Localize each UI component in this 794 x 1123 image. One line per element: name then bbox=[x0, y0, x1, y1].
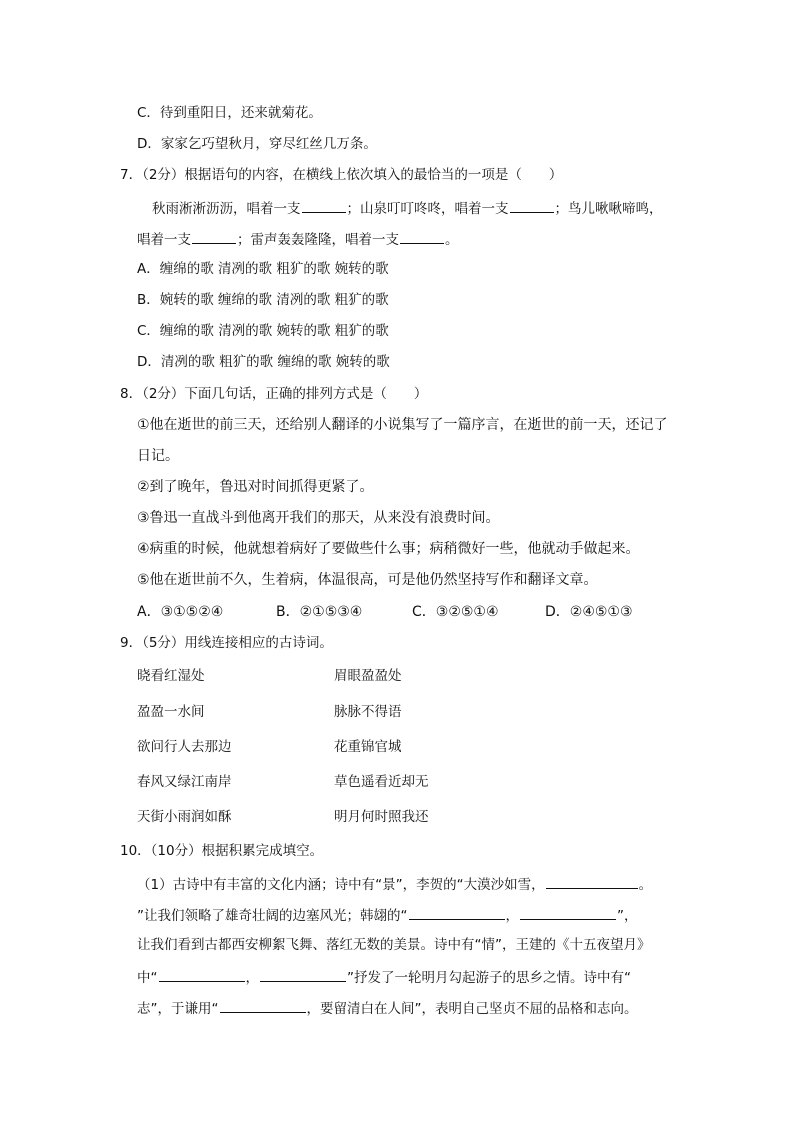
q9-right-item: 明月何时照我还 bbox=[334, 809, 429, 825]
q10-para-line1 bbox=[137, 874, 652, 894]
q10-text: 。 bbox=[638, 877, 653, 893]
q8-sentence-1: ①他在逝世的前三天，还给别人翻译的小说集写了一篇序言，在逝世的前一天，还记了 bbox=[137, 417, 668, 433]
q9-right-item: 花重锦官城 bbox=[334, 739, 402, 755]
q8-sentence-2: ②到了晚年，鲁迅对时间抓得更紧了。 bbox=[137, 479, 374, 495]
q10-para-line2 bbox=[137, 905, 638, 925]
q10-para-line5 bbox=[137, 998, 638, 1018]
q10-text: 志”，于谦用“ bbox=[137, 1001, 219, 1017]
fill-blank bbox=[220, 998, 306, 1013]
q7-passage-line1 bbox=[152, 198, 663, 218]
q6-option-d: D．家家乞巧望秋月，穿尽红丝几万条。 bbox=[137, 136, 377, 152]
q10-para-line4 bbox=[137, 967, 631, 987]
q9-right-item: 眉眼盈盈处 bbox=[334, 668, 402, 684]
q9-right-item: 脉脉不得语 bbox=[334, 704, 402, 720]
q7-option-c: C．缠绵的歌 清冽的歌 婉转的歌 粗犷的歌 bbox=[137, 323, 389, 339]
q10-stem: 10．（10分）根据积累完成填空。 bbox=[120, 843, 324, 859]
q8-option-c: C．③②⑤①④ bbox=[412, 604, 499, 620]
q8-sentence-3: ③鲁迅一直战斗到他离开我们的那天，从来没有浪费时间。 bbox=[137, 510, 500, 526]
fill-blank bbox=[192, 229, 236, 244]
q7-option-d: D．清冽的歌 粗犷的歌 缠绵的歌 婉转的歌 bbox=[137, 354, 390, 370]
q6-option-c: C．待到重阳日，还来就菊花。 bbox=[137, 105, 322, 121]
fill-blank bbox=[546, 874, 638, 889]
q8-stem: 8．（2分）下面几句话，正确的排列方式是（ ） bbox=[120, 386, 428, 402]
q8-sentence-1-cont: 日记。 bbox=[137, 448, 179, 464]
q8-sentence-4: ④病重的时候，他就想着病好了要做些什么事；病稍微好一些，他就动手做起来。 bbox=[137, 541, 640, 557]
fill-blank bbox=[400, 229, 444, 244]
q9-right-item: 草色遥看近却无 bbox=[334, 774, 429, 790]
fill-blank bbox=[409, 905, 505, 920]
q10-para-line3: 让我们看到古都西安柳絮飞舞、落红无数的美景。诗中有“情”，王建的《十五夜望月》 bbox=[137, 937, 651, 953]
fill-blank bbox=[510, 198, 554, 213]
q7-passage-text: ；雷声轰轰隆隆，唱着一支 bbox=[237, 232, 399, 248]
q10-text: （1）古诗中有丰富的文化内涵；诗中有“景”，李贺的“大漠沙如雪， bbox=[137, 877, 545, 893]
fill-blank bbox=[302, 198, 346, 213]
q7-passage-text: 唱着一支 bbox=[137, 232, 191, 248]
q7-option-b: B．婉转的歌 缠绵的歌 清冽的歌 粗犷的歌 bbox=[137, 292, 389, 308]
q7-stem: 7．（2分）根据语句的内容，在横线上依次填入的最恰当的一项是（ ） bbox=[120, 167, 563, 183]
q10-text: 中“ bbox=[137, 970, 158, 986]
fill-blank bbox=[260, 967, 346, 982]
q9-left-item: 天街小雨润如酥 bbox=[137, 809, 232, 825]
fill-blank bbox=[520, 905, 616, 920]
q8-sentence-5: ⑤他在逝世前不久，生着病，体温很高，可是他仍然坚持写作和翻译文章。 bbox=[137, 572, 598, 588]
q8-option-a: A．③①⑤②④ bbox=[137, 604, 224, 620]
q8-option-d: D．②④⑤①③ bbox=[545, 604, 633, 620]
q7-passage-text: 。 bbox=[445, 232, 459, 248]
q9-left-item: 春风又绿江南岸 bbox=[137, 774, 232, 790]
q7-passage-line2 bbox=[137, 229, 459, 249]
q9-left-item: 盈盈一水间 bbox=[137, 704, 205, 720]
q7-passage-text: ；山泉叮叮咚咚，唱着一支 bbox=[346, 201, 509, 217]
q9-stem: 9．（5分）用线连接相应的古诗词。 bbox=[120, 635, 333, 651]
q9-left-item: 欲问行人去那边 bbox=[137, 739, 232, 755]
q10-text: ， bbox=[505, 908, 519, 924]
q8-option-b: B．②①⑤③④ bbox=[276, 604, 363, 620]
q10-text: ”， bbox=[617, 908, 638, 924]
q10-text: ，要留清白在人间”，表明自己坚贞不屈的品格和志向。 bbox=[306, 1001, 638, 1017]
fill-blank bbox=[159, 967, 245, 982]
q7-passage-text: ；鸟儿啾啾啼鸣， bbox=[554, 201, 663, 217]
q9-left-item: 晓看红湿处 bbox=[137, 668, 205, 684]
q10-text: ， bbox=[245, 970, 259, 986]
q10-text: ”抒发了一轮明月勾起游子的思乡之情。诗中有“ bbox=[347, 970, 631, 986]
q10-text: ”让我们领略了雄奇壮阔的边塞风光；韩翃的“ bbox=[137, 908, 408, 924]
q7-option-a: A．缠绵的歌 清冽的歌 粗犷的歌 婉转的歌 bbox=[137, 261, 389, 277]
q7-passage-text: 秋雨淅淅沥沥，唱着一支 bbox=[152, 201, 301, 217]
